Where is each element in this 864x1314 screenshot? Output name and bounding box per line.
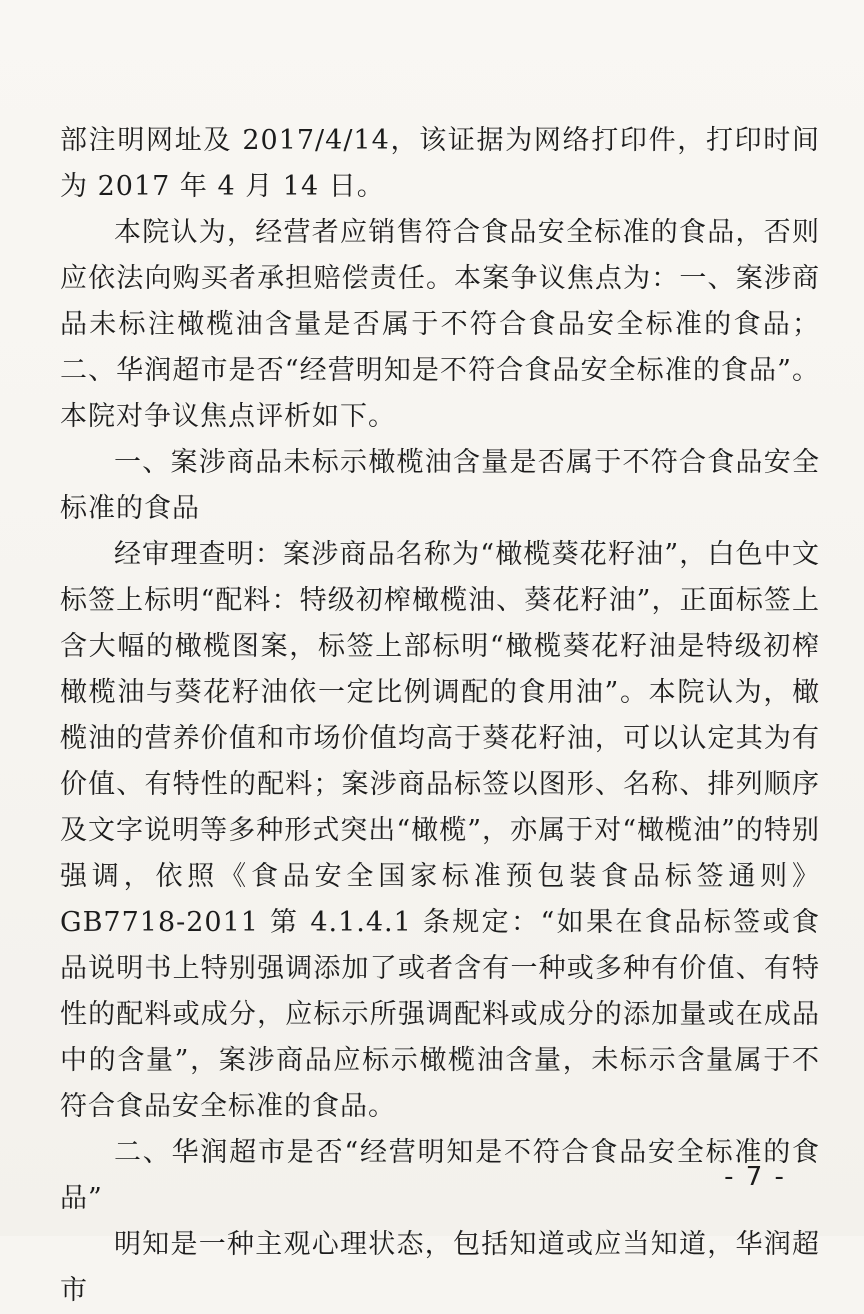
page-number — [720, 1162, 790, 1192]
section-heading-one: 一、案涉商品未标示橄榄油含量是否属于不符合食品安全标准的食品 — [60, 447, 820, 524]
section-heading-two: 二、华润超市是否“经营明知是不符合食品安全标准的食品” — [60, 1137, 820, 1214]
paragraph-continuation: 部注明网址及 2017/4/14，该证据为网络打印件，打印时间为 2017 年 4 月 14 日。 — [60, 125, 820, 202]
paragraph-court-opinion: 本院认为，经营者应销售符合食品安全标准的食品，否则应依法向购买者承担赔偿责任。本案争议焦点为：一、案涉商品未标注橄榄油含量是否属于不符合食品安全标准的食品；二、华润超市是否“经营明知是不符合食品安全标准的食品”。本院对争议焦点评析如下。 — [60, 217, 820, 432]
document-body — [60, 118, 820, 1314]
paragraph-findings: 经审理查明：案涉商品名称为“橄榄葵花籽油”，白色中文标签上标明“配料：特级初榨橄榄油、葵花籽油”，正面标签上含大幅的橄榄图案，标签上部标明“橄榄葵花籽油是特级初榨橄榄油与葵花籽油依一定比例调配的食用油”。本院认为，橄榄油的营养价值和市场价值均高于葵花籽油，可以认定其为有价值、有特性的配料；案涉商品标签以图形、名称、排列顺序及文字说明等多种形式突出“橄榄”，亦属于对“橄榄油”的特别强调，依照《食品安全国家标准预包装食品标签通则》GB7718-2011 第 4.1.4.1 条规定：“如果在食品标签或食品说明书上特别强调添加了或者含有一种或多种有价值、有特性的配料或成分，应标示所强调配料或成分的添加量或在成品中的含量”，案涉商品应标示橄榄油含量，未标示含量属于不符合食品安全标准的食品。 — [60, 539, 820, 1122]
paragraph-knowledge: 明知是一种主观心理状态，包括知道或应当知道，华润超市 — [60, 1229, 820, 1306]
page-number-text: - 7 - — [724, 1162, 786, 1192]
